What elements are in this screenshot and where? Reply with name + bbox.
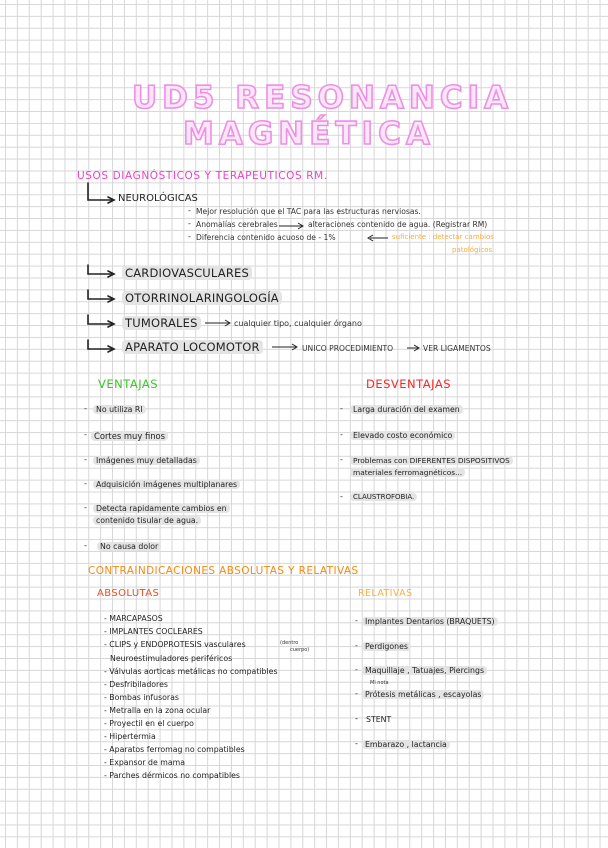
ventaja-4-text: Adquisición imágenes multiplanares <box>93 480 240 489</box>
mi-nota: Mi nota <box>370 680 389 686</box>
relativa-1-text: Implantes Dentarios (BRAQUETS) <box>362 617 498 626</box>
ventaja-6-text: No causa dolor <box>97 542 161 551</box>
page-title-line2: MAGNÉTICA <box>183 116 435 152</box>
relativa-3 <box>362 666 487 675</box>
contra-heading: CONTRAINDICACIONES ABSOLUTAS Y RELATIVAS <box>88 565 359 577</box>
desventaja-1-text: Larga duración del examen <box>350 405 463 414</box>
ventaja-dash-3: - <box>84 455 87 464</box>
desventaja-4-text: CLAUSTROFOBIA. <box>350 493 417 501</box>
desventaja-1 <box>350 405 463 414</box>
absoluta-11: - Aparatos ferromag no compatibles <box>104 745 245 754</box>
cardio-label <box>122 266 252 280</box>
absoluta-3: - CLIPS y ENDOPROTESIS vasculares <box>104 640 246 649</box>
absoluta-6-text: Desfribiladores <box>109 680 168 689</box>
absoluta-8: - Metralla en la zona ocular <box>104 706 211 715</box>
absoluta-4-text: Neuroestimuladores periféricos <box>110 654 233 663</box>
page-title-line1: UD5 RESONANCIA <box>132 80 514 116</box>
relativa-4 <box>362 690 484 699</box>
absoluta-7-text: Bombas infusoras <box>109 693 179 702</box>
desventaja-dash-3: - <box>340 455 343 464</box>
aparato-note-1: UNICO PROCEDIMIENTO <box>302 344 394 353</box>
relativa-dash-4: - <box>355 689 358 698</box>
absolutas-heading: ABSOLUTAS <box>97 588 160 599</box>
relativa-dash-1: - <box>355 616 358 625</box>
absoluta-9: - Proyectil en el cuerpo <box>104 719 194 728</box>
neuro-point-2: Anomalías cerebrales <box>196 220 278 229</box>
ventaja-3 <box>93 456 200 465</box>
neuro-dash-2: - <box>188 219 191 228</box>
desventaja-dash-1: - <box>340 404 343 413</box>
otorrino-label <box>122 291 282 305</box>
tree-connectors <box>0 0 608 360</box>
relativa-dash-6: - <box>355 739 358 748</box>
desventaja-dash-2: - <box>340 430 343 439</box>
absoluta-11-text: Aparatos ferromag no compatibles <box>109 745 245 754</box>
usos-heading: USOS DIAGNÓSTICOS Y TERAPEUTICOS RM. <box>77 170 328 182</box>
absoluta-10: - Hipertermia <box>104 732 156 741</box>
absoluta-7: - Bombas infusoras <box>104 693 179 702</box>
ventajas-heading: VENTAJAS <box>98 377 159 391</box>
ventaja-6 <box>97 542 161 551</box>
relativa-5 <box>366 715 391 724</box>
aparato-note-2: VER LIGAMENTOS <box>423 344 491 353</box>
relativa-3-text: Maquillaje , Tatuajes, Piercings <box>362 666 487 675</box>
absoluta-3-text: CLIPS y ENDOPROTESIS vasculares <box>109 640 246 649</box>
neuro-label: NEUROLÓGICAS <box>118 193 198 204</box>
clips-note-2: cuerpo) <box>290 647 310 653</box>
absoluta-13-text: Parches dérmicos no compatibles <box>109 771 240 780</box>
ventaja-5 <box>93 504 230 513</box>
desventajas-heading: DESVENTAJAS <box>366 377 452 391</box>
relativa-dash-5: - <box>355 714 358 723</box>
desventaja-3-text: Problemas con DIFERENTES DISPOSITIVOS <box>350 456 513 465</box>
ventaja-dash-2: - <box>84 430 87 439</box>
neuro-yellow-note-2: patológicos. <box>452 246 495 254</box>
relativa-2-text: Perdigones <box>362 642 411 651</box>
desventaja-3b <box>350 468 465 477</box>
ventaja-dash-6: - <box>84 541 87 550</box>
absoluta-10-text: Hipertermia <box>109 732 156 741</box>
tumorales-text: TUMORALES <box>122 316 201 330</box>
ventaja-5b <box>93 516 201 525</box>
absoluta-2: - IMPLANTES COCLEARES <box>104 627 203 636</box>
absoluta-12: - Expansor de mama <box>104 758 185 767</box>
relativa-dash-2: - <box>355 641 358 650</box>
relativas-heading: RELATIVAS <box>358 588 413 599</box>
absoluta-6: - Desfribiladores <box>104 680 168 689</box>
desventaja-3 <box>350 456 513 465</box>
relativa-6 <box>362 740 450 749</box>
aparato-text: APARATO LOCOMOTOR <box>122 340 263 354</box>
ventaja-2 <box>91 431 168 441</box>
tumorales-label <box>122 316 201 330</box>
desventaja-dash-4: - <box>340 492 343 501</box>
relativa-4-text: Prótesis metálicas , escayolas <box>362 690 484 699</box>
absoluta-9-text: Proyectil en el cuerpo <box>109 719 194 728</box>
absoluta-5: - Válvulas aorticas metálicas no compatibles <box>104 667 278 676</box>
relativa-1 <box>362 617 498 626</box>
relativa-5-text: STENT <box>366 715 392 724</box>
aparato-label <box>122 340 263 354</box>
absoluta-4 <box>110 654 232 663</box>
desventaja-3b-text: materiales ferromagnéticos... <box>350 468 465 477</box>
absoluta-1: - MARCAPASOS <box>104 614 163 623</box>
absoluta-8-text: Metralla en la zona ocular <box>109 706 211 715</box>
neuro-yellow-note-1: suficiente : detectar cambios <box>392 233 494 241</box>
ventaja-5-text: Detecta rapidamente cambios en <box>93 504 230 513</box>
neuro-arrow-note: alteraciones contenido de agua. (Registrar RM) <box>308 220 488 229</box>
neuro-point-3: Diferencia contenido acuoso de - 1% <box>196 233 336 242</box>
ventaja-dash-4: - <box>84 479 87 488</box>
neuro-point-1: Mejor resolución que el TAC para las estructuras nerviosas. <box>196 207 421 216</box>
absoluta-5-text: Válvulas aorticas metálicas no compatibles <box>109 667 278 676</box>
absoluta-2-text: IMPLANTES COCLEARES <box>109 627 203 636</box>
tumorales-note: cualquier tipo, cualquier órgano <box>234 319 362 328</box>
relativa-dash-3: - <box>355 665 358 674</box>
clips-note-1: (dentro <box>280 640 299 646</box>
otorrino-text: OTORRINOLARINGOLOGÍA <box>122 291 282 305</box>
relativa-2 <box>362 642 411 651</box>
ventaja-1-text: No utiliza RI <box>93 405 146 414</box>
relativa-6-text: Embarazo , lactancia <box>362 740 450 749</box>
absoluta-1-text: MARCAPASOS <box>109 614 163 623</box>
neuro-dash-1: - <box>188 206 191 215</box>
ventaja-1 <box>93 405 146 414</box>
desventaja-2 <box>350 431 455 440</box>
ventaja-2-text: Cortes muy finos <box>91 431 168 441</box>
ventaja-4 <box>93 480 240 489</box>
absoluta-12-text: Expansor de mama <box>109 758 185 767</box>
ventaja-3-text: Imágenes muy detalladas <box>93 456 200 465</box>
neuro-dash-3: - <box>188 232 191 241</box>
ventaja-dash-1: - <box>84 404 87 413</box>
desventaja-4 <box>350 493 417 501</box>
desventaja-2-text: Elevado costo económico <box>350 431 455 440</box>
ventaja-dash-5: - <box>84 503 87 512</box>
ventaja-5b-text: contenido tisular de agua. <box>93 516 201 525</box>
absoluta-13: - Parches dérmicos no compatibles <box>104 771 240 780</box>
cardio-text: CARDIOVASCULARES <box>122 266 252 280</box>
